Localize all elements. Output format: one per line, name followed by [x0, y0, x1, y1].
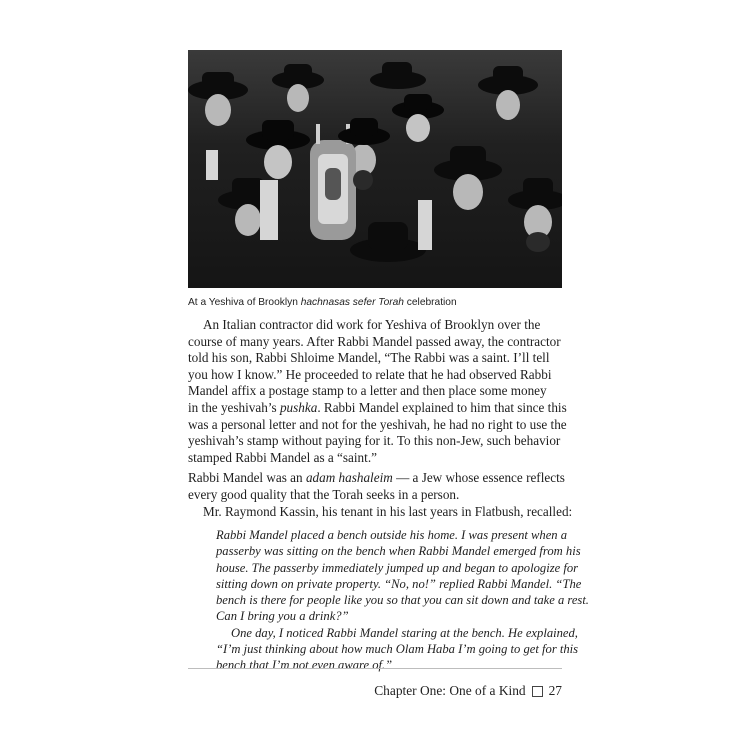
quote-line: Rabbi Mandel placed a bench outside his home. I was present when a: [216, 528, 568, 542]
paragraph-adam-hashaleim: [188, 470, 565, 503]
text-line: yeshivah’s stamp without paying for it. To this non-Jew, such behavior: [188, 433, 561, 449]
paragraph-kassin: [188, 504, 573, 521]
text-line: you how I know.” He proceeded to relate that he had observed Rabbi: [188, 366, 552, 382]
quote-line: “I’m just thinking about how much Olam Haba I’m going to get for this: [216, 642, 579, 657]
quote-block: [216, 527, 589, 674]
caption-text: At a Yeshiva of Brooklyn: [188, 297, 301, 308]
text-line: stamped Rabbi Mandel as a “saint.”: [188, 449, 377, 465]
text-run: Rabbi Mandel was an: [188, 470, 306, 485]
text-line: Mandel affix a postage stamp to a letter and then place some money: [188, 383, 547, 399]
quote-line: bench that I’m not even aware of.”: [216, 658, 393, 673]
paragraph-contractor: [188, 317, 567, 466]
quote-line: One day, I noticed Rabbi Mandel staring at the bench. He explained,: [231, 625, 578, 640]
text-run: — a Jew whose essence reflects: [392, 470, 565, 485]
text-line: [188, 399, 567, 417]
text-line: course of many years. After Rabbi Mandel passed away, the contractor: [188, 333, 561, 349]
photo-caption: [188, 297, 568, 308]
text-line: every good quality that the Torah seeks in a person.: [188, 486, 460, 502]
caption-italic: hachnasas sefer Torah: [300, 297, 404, 308]
italic-term: adam hashaleim: [305, 470, 393, 485]
running-footer: [374, 683, 562, 699]
quote-line: Can I bring you a drink?”: [216, 609, 349, 624]
caption-text-end: celebration: [403, 297, 457, 308]
text-line: Mr. Raymond Kassin, his tenant in his last years in Flatbush, recalled:: [203, 504, 573, 519]
text-line: was a personal letter and not for the yeshivah, he had no right to use the: [188, 416, 567, 432]
quote-line: house. The passerby immediately jumped up and began to apologize for: [216, 560, 579, 575]
square-ornament-icon: [532, 686, 543, 697]
italic-term: pushka: [279, 399, 318, 415]
text-run: in the yeshivah’s: [188, 399, 280, 415]
quote-line: sitting down on private property. “No, no!” replied Rabbi Mandel. “The: [216, 576, 582, 591]
quote-line: bench is there for people like you so that you can sit down and take a rest.: [216, 593, 589, 608]
page-number: 27: [548, 683, 562, 698]
celebration-photo: [188, 50, 562, 288]
footer-rule: [188, 668, 562, 669]
text-line: An Italian contractor did work for Yeshiva of Brooklyn over the: [203, 317, 541, 332]
chapter-title: Chapter One: One of a Kind: [374, 683, 526, 698]
text-line: told his son, Rabbi Shloime Mandel, “The Rabbi was a saint. I’ll tell: [188, 350, 550, 366]
text-line: [188, 470, 565, 487]
crowd-illustration: [188, 50, 562, 288]
text-run: . Rabbi Mandel explained to him that since this: [317, 399, 567, 415]
quote-line: passerby was sitting on the bench when Rabbi Mandel emerged from his: [216, 544, 581, 559]
